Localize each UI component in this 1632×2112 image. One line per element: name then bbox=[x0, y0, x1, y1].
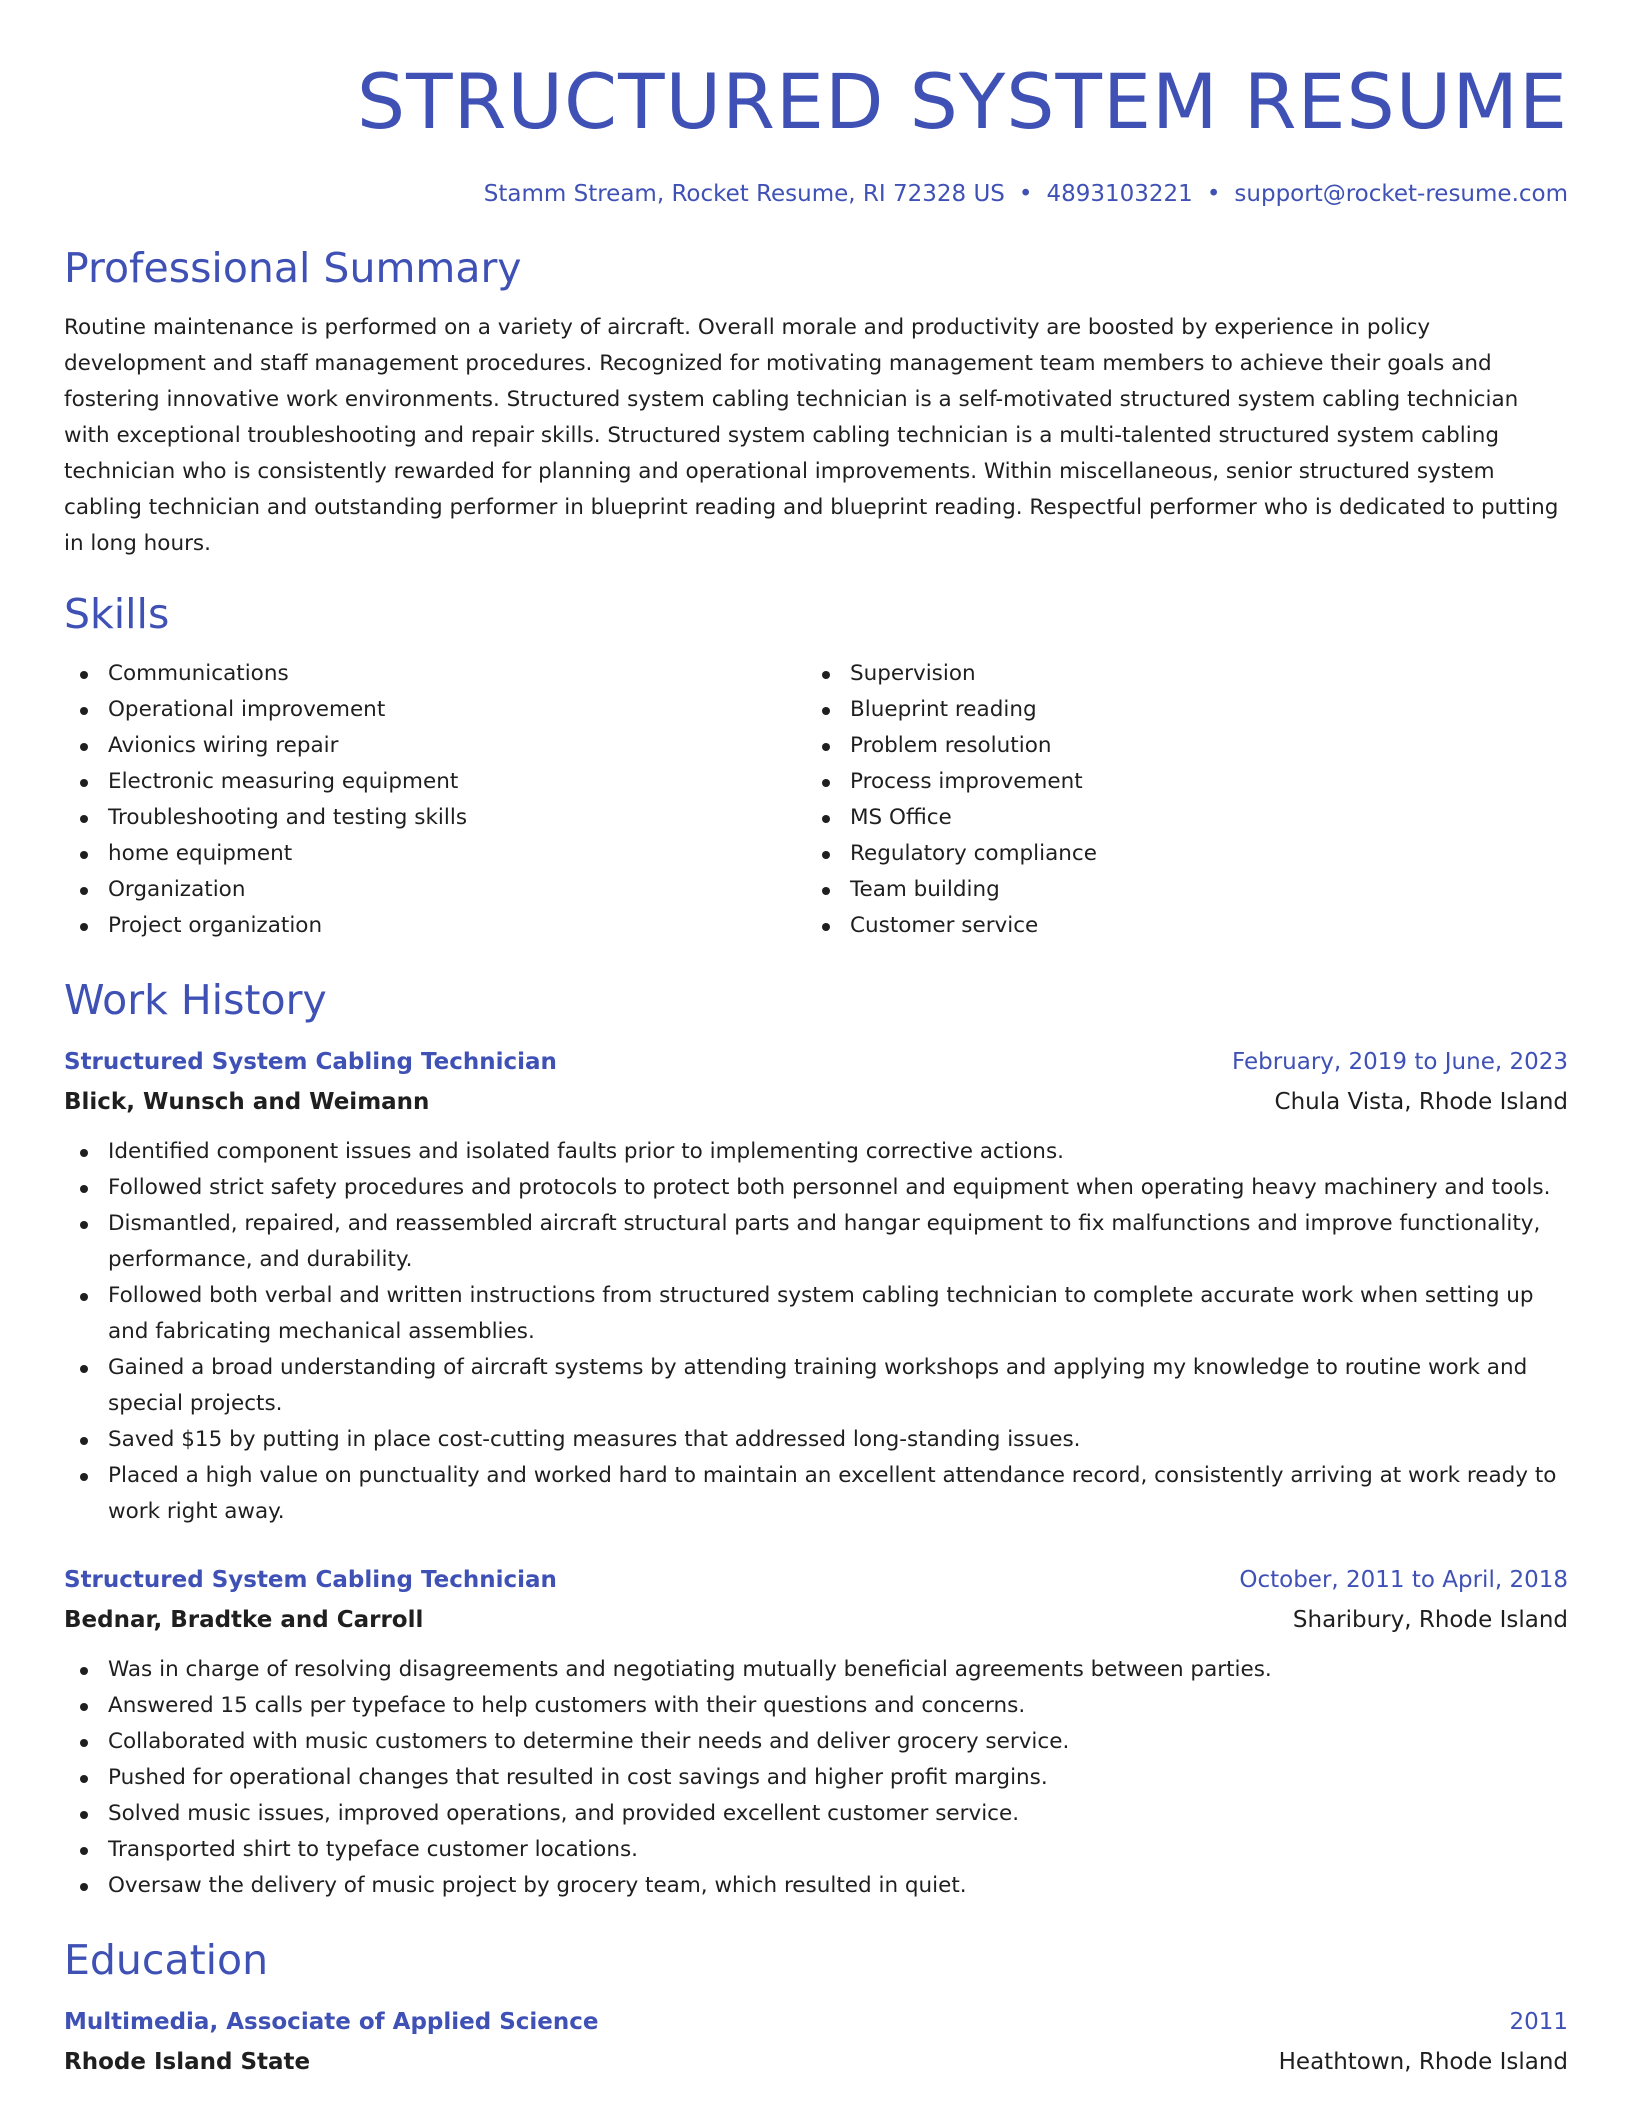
education-section bbox=[64, 1932, 1568, 2078]
skill-item: Problem resolution bbox=[806, 728, 1568, 764]
professional-summary-section bbox=[64, 240, 1568, 562]
skill-item: Blueprint reading bbox=[806, 692, 1568, 728]
job-bullet: Collaborated with music customers to determine their needs and deliver grocery service. bbox=[64, 1724, 1568, 1760]
skill-item: home equipment bbox=[64, 836, 806, 872]
job-bullet: Answered 15 calls per typeface to help customers with their questions and concerns. bbox=[64, 1688, 1568, 1724]
skill-item: Electronic measuring equipment bbox=[64, 764, 806, 800]
job-bullet: Pushed for operational changes that resulted in cost savings and higher profit margins. bbox=[64, 1760, 1568, 1796]
job-location: Chula Vista, Rhode Island bbox=[1274, 1089, 1568, 1115]
skills-grid bbox=[64, 656, 1568, 944]
job-bullet: Placed a high value on punctuality and worked hard to maintain an excellent attendance record, consistently arriving at work ready to work right away. bbox=[64, 1458, 1568, 1530]
section-heading: Education bbox=[64, 1936, 269, 1984]
skill-item: MS Office bbox=[806, 800, 1568, 836]
section-heading: Work History bbox=[64, 976, 327, 1024]
skill-item: Communications bbox=[64, 656, 806, 692]
job-company: Blick, Wunsch and Weimann bbox=[64, 1089, 430, 1115]
section-heading: Professional Summary bbox=[64, 244, 522, 292]
skill-item: Avionics wiring repair bbox=[64, 728, 806, 764]
work-history-section bbox=[64, 972, 1568, 1904]
section-heading: Skills bbox=[64, 590, 170, 638]
education-degree: Multimedia, Associate of Applied Science bbox=[64, 2009, 599, 2035]
resume-title: STRUCTURED SYSTEM RESUME bbox=[356, 57, 1568, 146]
contact-phone: 4893103221 bbox=[1046, 181, 1193, 207]
job-bullet: Transported shirt to typeface customer locations. bbox=[64, 1832, 1568, 1868]
job-bullets bbox=[64, 1652, 1568, 1904]
job-bullet: Saved $15 by putting in place cost-cutting measures that addressed long-standing issues. bbox=[64, 1422, 1568, 1458]
job-dates: October, 2011 to April, 2018 bbox=[1239, 1567, 1568, 1593]
skill-item: Organization bbox=[64, 872, 806, 908]
contact-separator: • bbox=[1206, 181, 1221, 207]
education-header-row bbox=[64, 2006, 1568, 2038]
job-header-row bbox=[64, 1564, 1568, 1596]
job-title: Structured System Cabling Technician bbox=[64, 1567, 557, 1593]
skill-item: Regulatory compliance bbox=[806, 836, 1568, 872]
skill-item: Troubleshooting and testing skills bbox=[64, 800, 806, 836]
contact-address: Stamm Stream, Rocket Resume, RI 72328 US bbox=[483, 181, 1005, 207]
job-bullet: Followed strict safety procedures and protocols to protect both personnel and equipment when operating heavy machinery and tools. bbox=[64, 1170, 1568, 1206]
education-entry bbox=[64, 2006, 1568, 2078]
education-school-row bbox=[64, 2038, 1568, 2078]
contact-line bbox=[64, 178, 1568, 210]
job-location: Sharibury, Rhode Island bbox=[1292, 1607, 1568, 1633]
skill-item: Supervision bbox=[806, 656, 1568, 692]
skill-item: Team building bbox=[806, 872, 1568, 908]
skills-list-right bbox=[806, 656, 1568, 944]
job-bullet: Was in charge of resolving disagreements and negotiating mutually beneficial agreements between parties. bbox=[64, 1652, 1568, 1688]
job-bullet: Followed both verbal and written instructions from structured system cabling technician to complete accurate work when setting up and fabricating mechanical assemblies. bbox=[64, 1278, 1568, 1350]
skills-list-left bbox=[64, 656, 806, 944]
skill-item: Project organization bbox=[64, 908, 806, 944]
job-entry bbox=[64, 1564, 1568, 1904]
job-bullet: Solved music issues, improved operations, and provided excellent customer service. bbox=[64, 1796, 1568, 1832]
job-entry bbox=[64, 1046, 1568, 1530]
job-company-row bbox=[64, 1078, 1568, 1118]
job-bullet: Oversaw the delivery of music project by grocery team, which resulted in quiet. bbox=[64, 1868, 1568, 1904]
education-location: Heathtown, Rhode Island bbox=[1278, 2049, 1568, 2075]
skills-section bbox=[64, 586, 1568, 944]
skill-item: Customer service bbox=[806, 908, 1568, 944]
education-school: Rhode Island State bbox=[64, 2049, 311, 2075]
job-header-row bbox=[64, 1046, 1568, 1078]
skill-item: Process improvement bbox=[806, 764, 1568, 800]
job-dates: February, 2019 to June, 2023 bbox=[1231, 1049, 1568, 1075]
job-company: Bednar, Bradtke and Carroll bbox=[64, 1607, 424, 1633]
job-bullet: Identified component issues and isolated faults prior to implementing corrective actions. bbox=[64, 1134, 1568, 1170]
job-company-row bbox=[64, 1596, 1568, 1636]
education-year: 2011 bbox=[1509, 2009, 1568, 2035]
contact-separator: • bbox=[1018, 181, 1033, 207]
job-bullet: Dismantled, repaired, and reassembled aircraft structural parts and hangar equipment to fix malfunctions and improve functionality, performance, and durability. bbox=[64, 1206, 1568, 1278]
contact-email: support@rocket-resume.com bbox=[1234, 181, 1568, 207]
job-title: Structured System Cabling Technician bbox=[64, 1049, 557, 1075]
job-bullets bbox=[64, 1134, 1568, 1530]
skill-item: Operational improvement bbox=[64, 692, 806, 728]
job-bullet: Gained a broad understanding of aircraft systems by attending training workshops and applying my knowledge to routine work and special projects. bbox=[64, 1350, 1568, 1422]
summary-text: Routine maintenance is performed on a variety of aircraft. Overall morale and productivity are boosted by experience in policy development and staff management procedures. Recognized for motivating management team members to achieve their goals and fostering innovative work environments. Structured system cabling technician is a self-motivated structured system cabling technician with exceptional troubleshooting and repair skills. Structured system cabling technician is a multi-talented structured system cabling technician who is consistently rewarded for planning and operational improvements. Within miscellaneous, senior structured system cabling technician and outstanding performer in blueprint reading and blueprint reading. Respectful performer who is dedicated to putting in long hours. bbox=[64, 315, 1559, 556]
